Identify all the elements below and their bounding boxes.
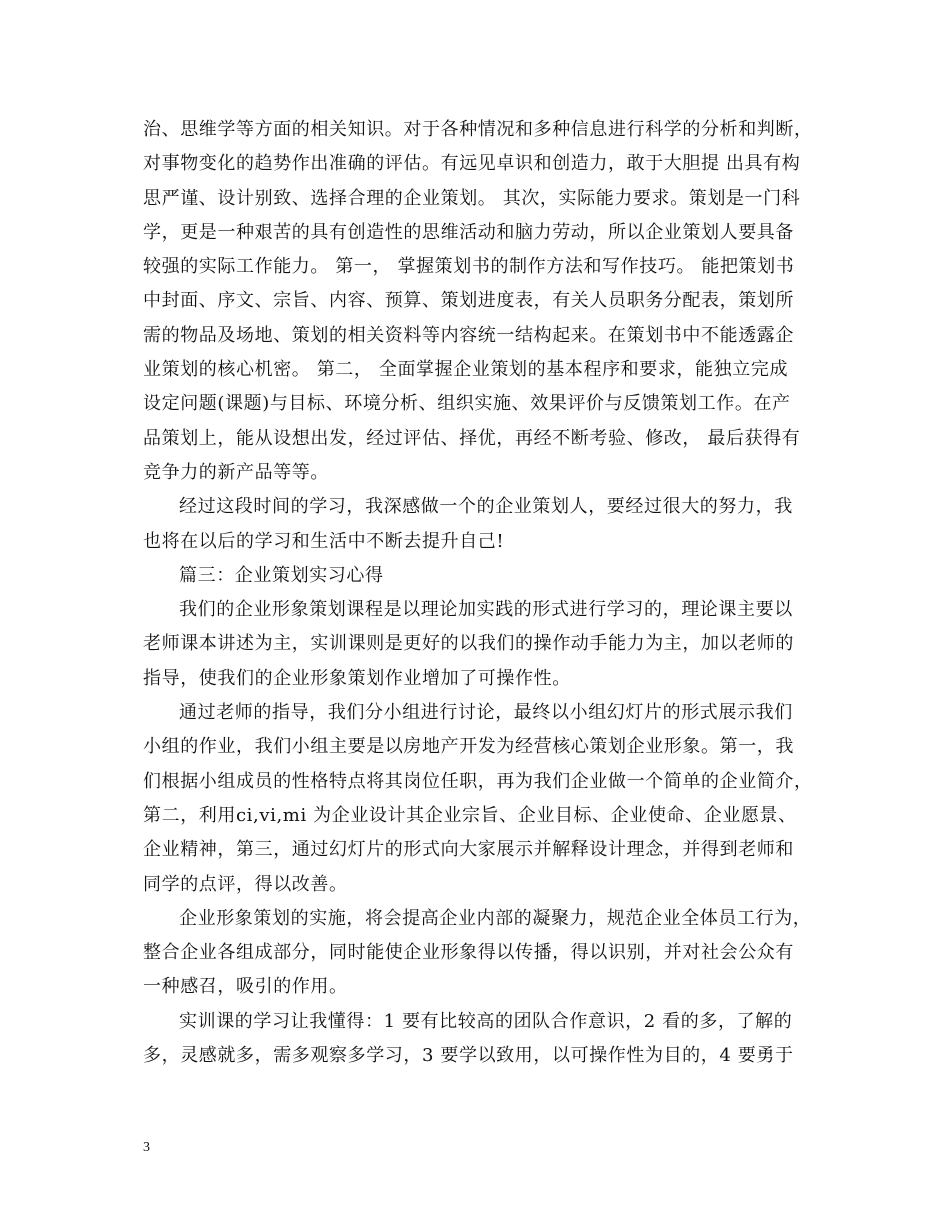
text-line: 设定问题(课题)与目标、环境分析、组织实施、效果评价与反馈策划工作。在产 xyxy=(143,393,791,415)
text-line: 也将在以后的学习和生活中不断去提升自己! xyxy=(143,530,505,552)
text-line: 老师课本讲述为主，实训课则是更好的以我们的操作动手能力为主，加以老师的 xyxy=(143,633,794,655)
text-line: 一种感召，吸引的作用。 xyxy=(143,976,348,998)
text-line: 业策划的核心机密。 第二， 全面掌握企业策划的基本程序和要求，能独立完成 xyxy=(143,359,789,381)
document-body xyxy=(143,113,813,1073)
text-line: 企业精神，第三，通过幻灯片的形式向大家展示并解释设计理念，并得到老师和 xyxy=(143,839,794,861)
page-number: 3 xyxy=(143,1140,150,1155)
text-line: 们根据小组成员的性格特点将其岗位任职，再为我们企业做一个简单的企业简介， xyxy=(143,770,813,792)
paragraph-first-line: 通过老师的指导，我们分小组进行讨论，最终以小组幻灯片的形式展示我们 xyxy=(179,702,793,724)
text-line: 指导，使我们的企业形象策划作业增加了可操作性。 xyxy=(143,667,571,689)
text-line: 对事物变化的趋势作出准确的评估。有远见卓识和创造力，敢于大胆提 出具有构 xyxy=(143,153,801,175)
text-line: 中封面、序文、宗旨、内容、预算、策划进度表，有关人员职务分配表，策划所 xyxy=(143,290,794,312)
paragraph-first-line: 经过这段时间的学习，我深感做一个的企业策划人，要经过很大的努力，我 xyxy=(179,496,793,518)
text-line: 品策划上，能从设想出发，经过评估、择优，再经不断考验、修改， 最后获得有 xyxy=(143,427,801,449)
text-line: 同学的点评，得以改善。 xyxy=(143,873,348,895)
section-heading: 篇三：企业策划实习心得 xyxy=(179,564,384,586)
text-line: 较强的实际工作能力。 第一， 掌握策划书的制作方法和写作技巧。 能把策划书 xyxy=(143,256,795,278)
text-line: 治、思维学等方面的相关知识。对于各种情况和多种信息进行科学的分析和判断， xyxy=(143,119,813,140)
text-line: 整合企业各组成部分，同时能使企业形象得以传播，得以识别，并对社会公众有 xyxy=(143,942,794,964)
text-line: 思严谨、设计别致、选择合理的企业策划。 其次，实际能力要求。策划是一门科 xyxy=(143,187,801,209)
paragraph-first-line: 企业形象策划的实施，将会提高企业内部的凝聚力，规范企业全体员工行为， xyxy=(179,907,812,929)
text-line: 小组的作业，我们小组主要是以房地产开发为经营核心策划企业形象。第一，我 xyxy=(143,736,794,758)
text-line: 竞争力的新产品等等。 xyxy=(143,461,329,483)
paragraph-first-line: 我们的企业形象策划课程是以理论加实践的形式进行学习的，理论课主要以 xyxy=(179,599,793,621)
text-line: 第二，利用ci,vi,mi 为企业设计其企业宗旨、企业目标、企业使命、企业愿景、 xyxy=(143,804,797,826)
text-line: 需的物品及场地、策划的相关资料等内容统一结构起来。在策划书中不能透露企 xyxy=(143,324,794,346)
text-line: 多，灵感就多，需多观察多学习，3 要学以致用，以可操作性为目的，4 要勇于 xyxy=(143,1045,794,1067)
paragraph-first-line: 实训课的学习让我懂得：1 要有比较高的团队合作意识，2 看的多，了解的 xyxy=(179,1010,793,1032)
text-line: 学，更是一种艰苦的具有创造性的思维活动和脑力劳动，所以企业策划人要具备 xyxy=(143,221,794,243)
